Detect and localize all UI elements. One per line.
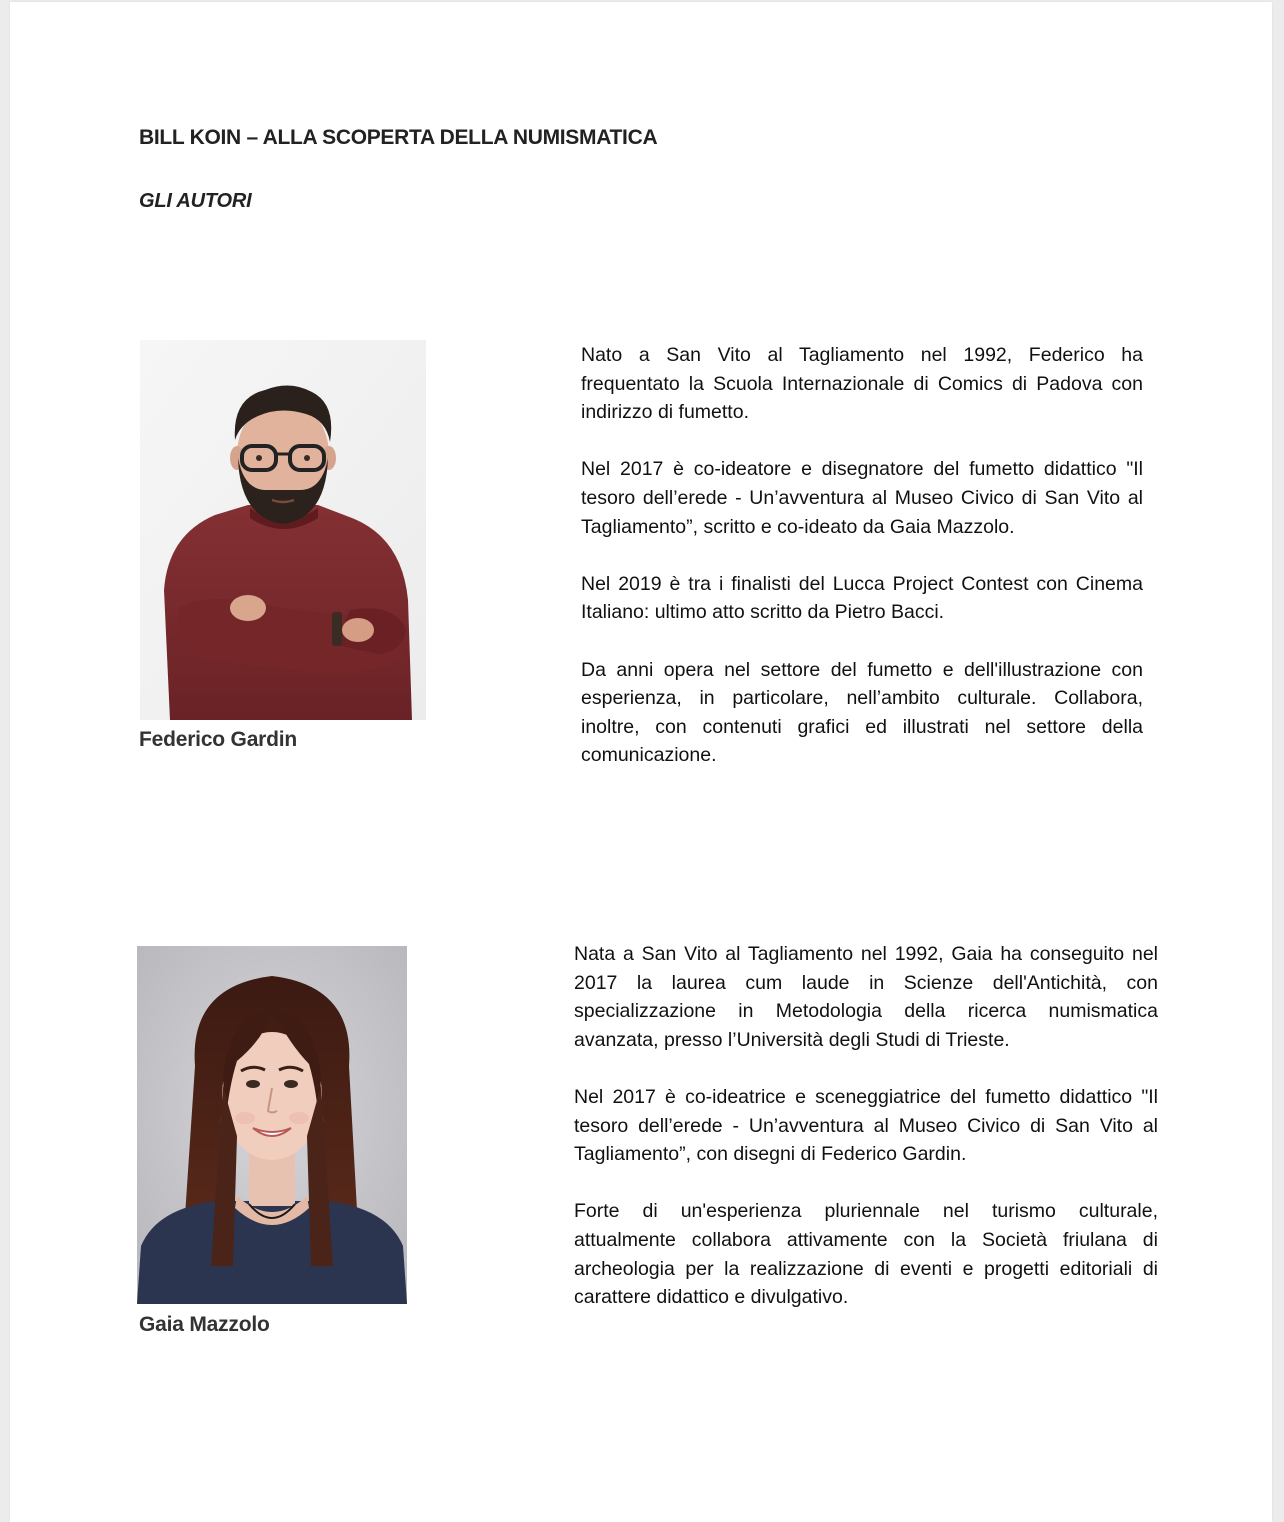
document-title: BILL KOIN – ALLA SCOPERTA DELLA NUMISMATICA xyxy=(139,126,658,149)
author-bio-federico xyxy=(581,341,1143,770)
author-bio-gaia xyxy=(574,940,1158,1312)
bio-paragraph: Nel 2017 è co-ideatrice e sceneggiatrice del fumetto didattico "Il tesoro dell’erede - Un’avventura al Museo Civico di San Vito al Tagliamento”, con disegni di Federico Gardin. xyxy=(574,1085,1158,1166)
bio-paragraph: Forte di un'esperienza pluriennale nel turismo culturale, attualmente collabora attivamente con la Società friulana di archeologia per la realizzazione di eventi e progetti editoriali di carattere didattico e divulgativo. xyxy=(574,1200,1158,1309)
bio-paragraph: Nato a San Vito al Tagliamento nel 1992, Federico ha frequentato la Scuola Internazionale di Comics di Padova con indirizzo di fumetto. xyxy=(581,344,1143,424)
author-name-gaia: Gaia Mazzolo xyxy=(139,1313,270,1336)
author-photo-gaia xyxy=(137,946,407,1304)
author-name-federico: Federico Gardin xyxy=(139,728,298,751)
section-subtitle: GLI AUTORI xyxy=(139,190,252,212)
bio-paragraph: Da anni opera nel settore del fumetto e dell'illustrazione con esperienza, in particolare, nell’ambito culturale. Collabora, inoltre, con contenuti grafici ed illustrati nel settore della comunicazione. xyxy=(581,658,1143,767)
bio-paragraph: Nata a San Vito al Tagliamento nel 1992, Gaia ha conseguito nel 2017 la laurea cum laude in Scienze dell'Antichità, con specializzazione in Metodologia della ricerca numismatica avanzata, presso l’Università degli Studi di Trieste. xyxy=(574,943,1158,1051)
bio-paragraph: Nel 2017 è co-ideatore e disegnatore del fumetto didattico "Il tesoro dell’erede - Un’avventura al Museo Civico di San Vito al Tagliamento”, scritto e co-ideato da Gaia Mazzolo. xyxy=(581,458,1143,538)
author-photo-federico xyxy=(140,340,426,720)
bio-paragraph: Nel 2019 è tra i finalisti del Lucca Project Contest con Cinema Italiano: ultimo atto scritto da Pietro Bacci. xyxy=(581,572,1143,624)
document-page xyxy=(10,2,1272,1522)
